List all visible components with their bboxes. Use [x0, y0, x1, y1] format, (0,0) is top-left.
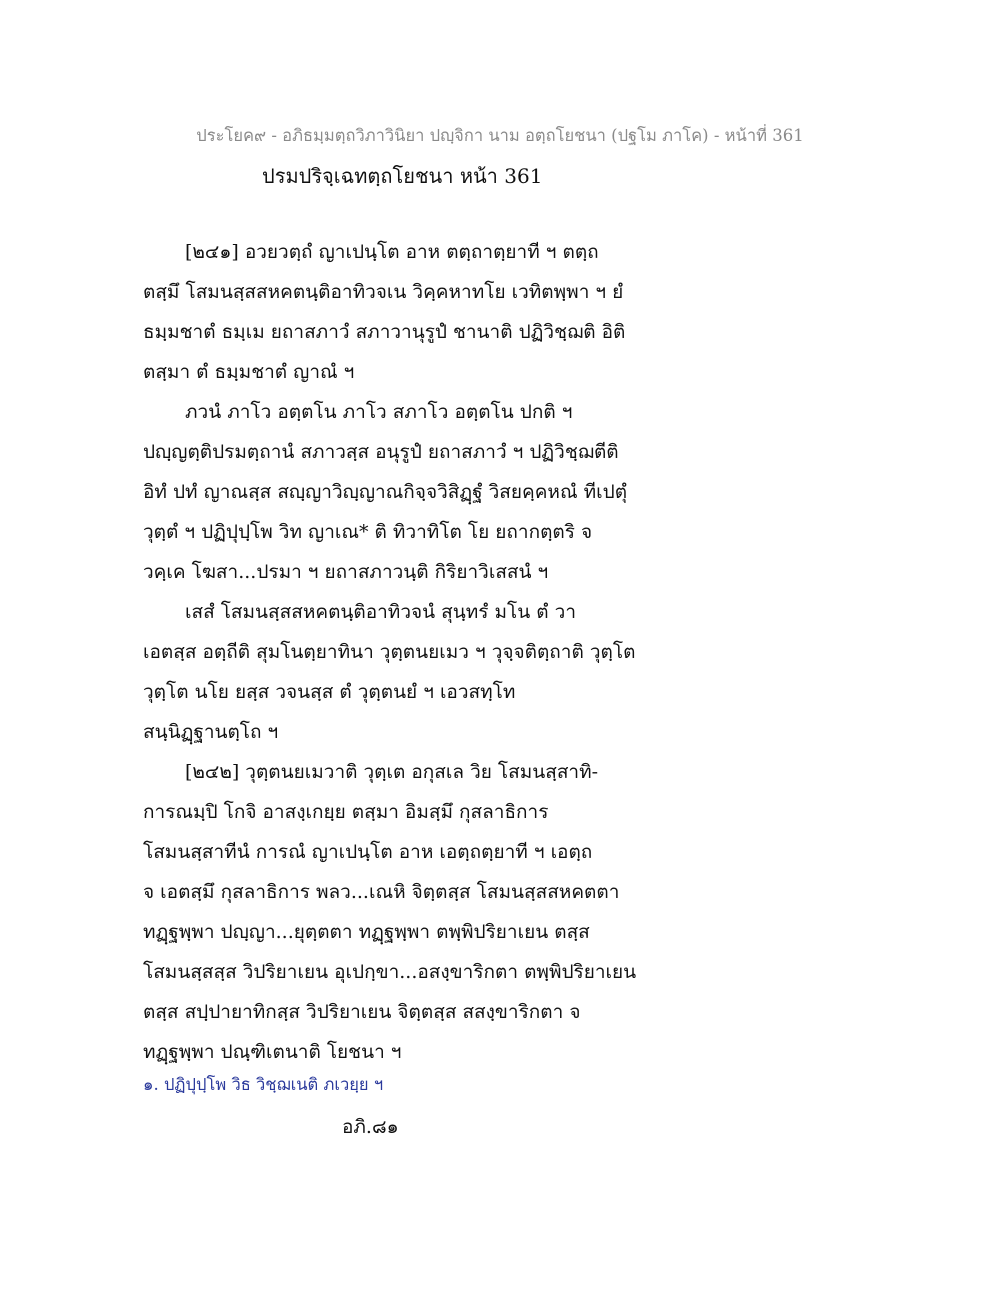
page-reference: อภิ.๘๑ [342, 1116, 399, 1138]
paragraph-line: โสมนสฺสสฺส วิปริยาเยน อุเปกฺขา...อสงฺขาริกตา ตพฺพิปริยาเยน [143, 961, 637, 983]
paragraph-line: การณมฺปิ โกจิ อาสงฺเกยฺย ตสฺมา อิมสฺมึ กุสลาธิการ [143, 801, 549, 823]
paragraph-line: ตสฺส สปฺปายาทิกสฺส วิปริยาเยน จิตฺตสฺส สสงฺขาริกตา จ [143, 1001, 581, 1023]
paragraph-line: ธมฺมชาตํ ธมฺเม ยถาสภาวํ สภาวานุรูปํ ชานาติ ปฏิวิชฺฌติ อิติ [143, 321, 626, 343]
footnote: ๑. ปฏิปุปฺโพ วิธ วิชฺฌเนติ ภเวยฺย ฯ [143, 1075, 384, 1094]
paragraph-line: อิทํ ปทํ ญาณสฺส สญฺญาวิญฺญาณกิจฺจวิสิฏฺฐํ วิสยคฺคหณํ ทีเปตุํ [143, 481, 628, 503]
paragraph-line: เสสํ โสมนสฺสสหคตนฺติอาทิวจนํ สุนฺทรํ มโน ตํ วา [185, 601, 576, 623]
paragraph-line: ตสฺมึ โสมนสฺสสหคตนฺติอาทิวจเน วิคฺคหาทโย เวทิตพฺพา ฯ ยํ [143, 281, 624, 303]
body-text [143, 232, 673, 1072]
running-header: ประโยค๙ - อภิธมฺมตฺถวิภาวินิยา ปญฺจิกา นาม อตฺถโยชนา (ปฐโม ภาโค) - หน้าที่ 361 [196, 126, 804, 145]
paragraph-line: สนฺนิฏฺฐานตฺโถ ฯ [143, 721, 279, 743]
paragraph-line: ตสฺมา ตํ ธมฺมชาตํ ญาณํ ฯ [143, 361, 355, 383]
paragraph-line: ทฏฺฐพฺพา ปญฺญา...ยุตฺตตา ทฏฺฐพฺพา ตพฺพิปริยาเยน ตสฺส [143, 921, 590, 943]
paragraph-line: จ เอตสฺมึ กุสลาธิการ พลว...เณหิ จิตฺตสฺส โสมนสฺสสหคตตา [143, 881, 620, 903]
paragraph-line: [๒๔๑] อวยวตฺถํ ญาเปนฺโต อาห ตตฺถาตฺยาที ฯ ตตฺถ [185, 241, 599, 263]
paragraph-line: ภวนํ ภาโว อตฺตโน ภาโว สภาโว อตฺตโน ปกติ ฯ [185, 401, 573, 423]
section-title: ปรมปริจฺเฉทตฺถโยชนา หน้า 361 [262, 164, 543, 188]
paragraph-line: โสมนสฺสาทีนํ การณํ ญาเปนฺโต อาห เอตฺถตฺยาที ฯ เอตฺถ [143, 841, 593, 863]
paragraph-line: วุตฺตํ ฯ ปฏิปุปฺโพ วิท ญาเณ* ติ ทิวาทิโต โย ยถากตฺตริ จ [143, 521, 593, 543]
paragraph-line: เอตสฺส อตฺถีติ สุมโนตฺยาทินา วุตฺตนยเมว ฯ วุจฺจติตฺถาติ วุตฺโต [143, 641, 636, 663]
paragraph-line: วคฺเค โฆสา...ปรมา ฯ ยถาสภาวนฺติ กิริยาวิเสสนํ ฯ [143, 561, 549, 583]
paragraph-line: ทฏฺฐพฺพา ปณฺฑิเตนาติ โยชนา ฯ [143, 1041, 402, 1063]
paragraph-line: วุตฺโต นโย ยสฺส วจนสฺส ตํ วุตฺตนยํ ฯ เอวสทฺโท [143, 681, 516, 703]
paragraph-line: ปญฺญตฺติปรมตฺถานํ สภาวสฺส อนุรูปํ ยถาสภาวํ ฯ ปฏิวิชฺฌตีติ [143, 441, 619, 463]
paragraph-line: [๒๔๒] วุตฺตนยเมวาติ วุตฺเต อกุสเล วิย โสมนสฺสาทิ- [185, 761, 599, 783]
